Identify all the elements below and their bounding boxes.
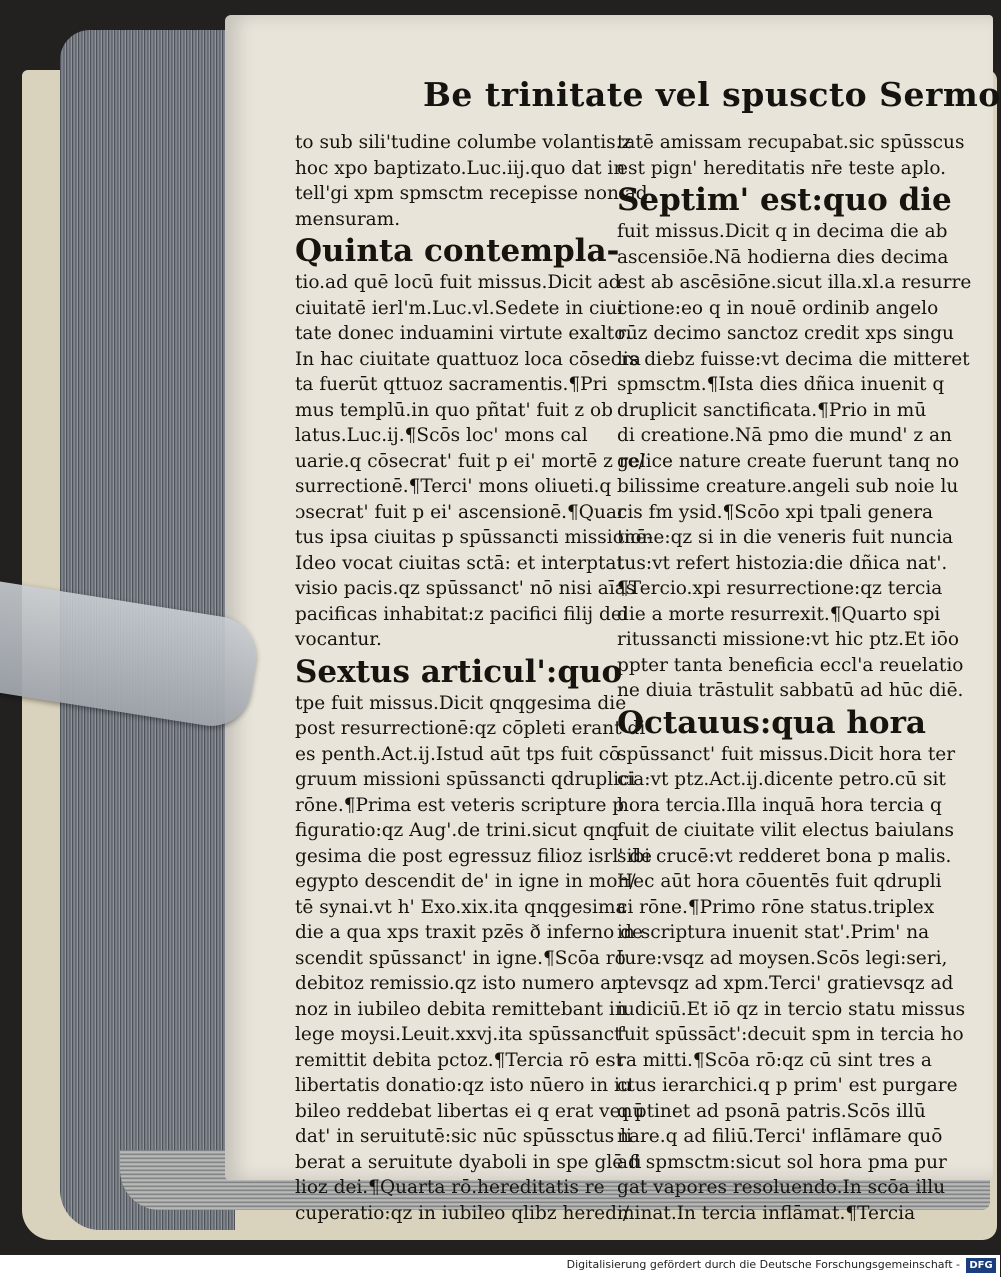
text-line: lis diebz fuisse:vt decima die mitteret [617,348,970,370]
text-line: debitoz remissio.qz isto numero an [295,973,624,994]
text-line: bileo reddebat libertas ei q erat venū [295,1100,645,1122]
text-line: tpe fuit missus.Dicit qnqgesima die [295,692,627,714]
text-line: ta fuerūt qttuoz sacramentis.¶Pri [295,374,608,395]
text-line: sibi crucē:vt redderet bona p malis. [617,845,952,867]
text-line: gat vapores resoluendo.In scōa illu [617,1177,946,1198]
text-line: dat' in seruitutē:sic nūc spūssctus li [295,1126,632,1147]
text-line: ra mitti.¶Scōa rō:qz cū sint tres a [617,1049,932,1071]
text-line: ne diuia trāstulit sabbatū ad hūc diē. [617,680,964,701]
section-heading: Quinta contempla- [295,233,620,269]
text-line: est ab ascēsiōne.sicut illa.xl.a resurre [617,272,972,293]
text-line: iudiciū.Et iō qz in tercio statu missus [617,998,966,1020]
text-line: mus templū.in quo pñtat' fuit z ob [295,399,614,421]
text-line: remittit debita pctoz.¶Tercia rō est [295,1049,624,1071]
text-line: tate donec induamini virtute exalto. [295,323,631,344]
text-line: cis fm ysid.¶Scōo xpi tpali genera [617,501,934,523]
text-line: gruum missioni spūssancti qdruplici [295,769,636,790]
text-line: ¶Tercio.xpi resurrectione:qz tercia [617,578,943,599]
section-heading: Sextus articul':quo [295,653,623,690]
text-line: Ideo vocat ciuitas sctā: et interptat [295,552,624,574]
text-line: libertatis donatio:qz isto nūero in iu [295,1075,632,1096]
text-line: fuit spūssāct':decuit spm in tercia ho [617,1024,964,1045]
text-line: tell'gi xpm spmsctm recepisse non ad [295,183,648,204]
text-line: di creatione.Nā pmo die mund' z an [617,425,952,446]
text-line: ci rōne.¶Primo rōne status.triplex [617,896,935,918]
text-line: rūz decimo sanctoz credit xps singu [617,323,954,344]
text-line: ɔsecrat' fuit p ei' ascensionē.¶Quar [295,501,626,523]
text-line: est pign' hereditatis nr̄e teste aplo. [617,157,947,179]
book-page [225,15,1001,1224]
text-line: surrectionē.¶Terci' mons oliueti.q [295,476,612,497]
text-line: gelice nature create fuerunt tanq no [617,450,960,472]
text-line: ppter tanta beneficia eccl'a reuelatio [617,654,964,676]
text-line: tus:vt refert histozia:die dñica nat'. [617,552,948,574]
text-line: post resurrectionē:qz cōpleti erant di [295,718,646,739]
text-line: die a qua xps traxit pzēs ð inferno de [295,922,643,943]
text-line: fuit de ciuitate vilit electus baiulans [617,820,954,841]
text-line: cia:vt ptz.Act.ij.dicente petro.cū sit [617,769,946,790]
text-line: to sub sili'tudine columbe volantis.z [295,132,632,153]
text-line: ture:vsqz ad moysen.Scōs legi:seri, [617,947,948,969]
text-line: ctione:eo q in nouē ordinib angelo [617,297,939,319]
text-line: ciuitatē ierl'm.Luc.vl.Sedete in ciui [295,297,624,319]
text-line: hoc xpo baptizato.Luc.iij.quo dat in [295,157,626,179]
footer-credit: Digitalisierung gefördert durch die Deutsche Forschungsgemeinschaft - [566,1258,960,1271]
page-header: Be trinitate vel spuscto Sermo [423,75,1001,114]
footer-bar [0,1255,1000,1277]
dfg-logo: DFG [966,1258,996,1273]
section-heading: Septim' est:quo die [617,182,952,218]
text-line: hora tercia.Illa inquā hora tercia q [617,794,942,816]
text-line: ritussancti missione:vt hic ptz.Et iōo [617,629,959,650]
text-line: mensuram. [295,208,401,230]
text-line: visio pacis.qz spūssanct' nō nisi aīas [295,578,636,599]
text-line: druplicit sanctificata.¶Prio in mū [617,399,927,421]
right-column [617,130,972,1226]
text-line: cuperatio:qz in iubileo qlibz heredi/ [295,1202,630,1224]
text-line: in scriptura inuenit stat'.Prim' na [617,922,930,943]
text-line: latus.Luc.ij.¶Scōs loc' mons cal [295,425,588,446]
text-line: tione:qz si in die veneris fuit nuncia [617,527,954,548]
text-line: spmsctm.¶Ista dies dñica inuenit q [617,374,945,395]
text-line: scendit spūssanct' in igne.¶Scōa rō [295,947,626,969]
text-line: figuratio:qz Aug'.de trini.sicut qnq. [295,820,625,841]
text-line: ad spmsctm:sicut sol hora pma pur [617,1151,947,1173]
text-line: ascensiōe.Nā hodierna dies decima [617,246,949,268]
text-line: uarie.q cōsecrat' fuit p ei' mortē z re/ [295,450,645,472]
text-line: tatē amissam recupabat.sic spūsscus [617,132,965,153]
text-line: tio.ad quē locū fuit missus.Dicit ad [295,272,621,293]
text-line: minat.In tercia inflāmat.¶Tercia [617,1202,916,1224]
text-line: ptevsqz ad xpm.Terci' gratievsqz ad [617,973,954,994]
text-line: vocantur. [295,629,382,650]
text-line: nare.q ad filiū.Terci' inflāmare quō [617,1126,943,1147]
text-line: bilissime creature.angeli sub noie lu [617,476,959,497]
section-heading: Octauus:qua hora [617,704,926,741]
text-line: die a morte resurrexit.¶Quarto spi [617,603,941,625]
text-line: tē synai.vt h' Exo.xix.ita qnqgesima [295,896,627,918]
text-line: pacificas inhabitat:z pacifici filij dei [295,603,628,625]
text-line: lege moysi.Leuit.xxvj.ita spūssanct' [295,1024,627,1045]
text-line: tus ipsa ciuitas p spūssancti missionē- [295,527,653,548]
text-line: spūssanct' fuit missus.Dicit hora ter [617,743,956,765]
text-line: fuit missus.Dicit q in decima die ab [617,221,948,242]
text-line: Hec aūt hora cōuentēs fuit qdrupli [617,871,942,892]
text-line: rōne.¶Prima est veteris scripture p [295,794,625,816]
text-line: q ptinet ad psonā patris.Scōs illū [617,1100,926,1122]
text-line: es penth.Act.ij.Istud aūt tps fuit cō [295,743,621,765]
text-line: egypto descendit de' in igne in mon/ [295,871,636,892]
text-line: noz in iubileo debita remittebant in [295,998,627,1020]
text-line: ctus ierarchici.q p prim' est purgare [617,1075,958,1096]
text-line: berat a seruitute dyaboli in spe glē fi [295,1151,642,1173]
text-line: gesima die post egressuz filioz isrl' de [295,845,653,867]
left-column [295,130,653,1226]
text-line: In hac ciuitate quattuoz loca cōsecra [295,348,641,370]
text-line: lioz dei.¶Quarta rō.hereditatis re [295,1177,605,1198]
